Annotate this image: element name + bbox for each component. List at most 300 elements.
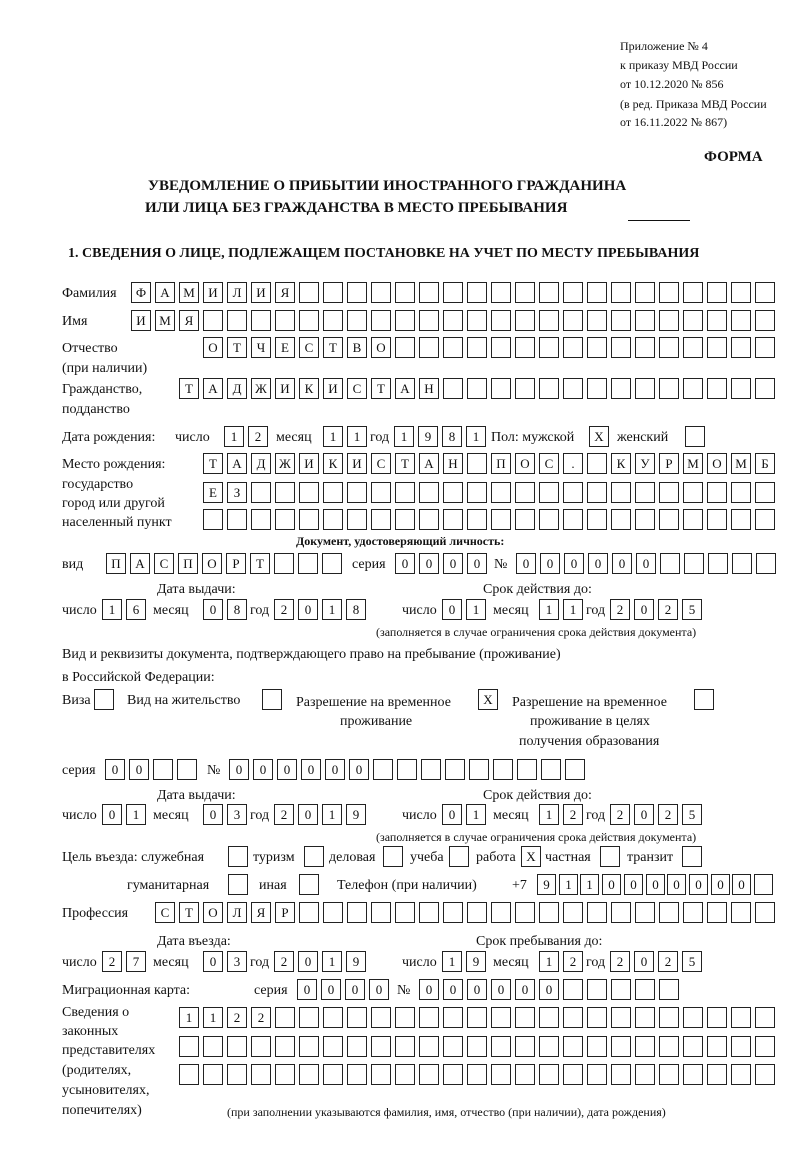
checkbox[interactable]: X: [521, 846, 541, 867]
char-cell[interactable]: 1: [442, 951, 462, 972]
char-cell[interactable]: [323, 1007, 343, 1028]
char-cell[interactable]: [611, 1064, 631, 1085]
char-cell[interactable]: Т: [179, 902, 199, 923]
char-cell[interactable]: А: [419, 453, 439, 474]
char-cell[interactable]: [611, 1007, 631, 1028]
checkbox[interactable]: X: [478, 689, 498, 710]
char-cell[interactable]: [153, 759, 173, 780]
char-cell[interactable]: 0: [369, 979, 389, 1000]
char-cell[interactable]: [755, 378, 775, 399]
char-cell[interactable]: 1: [102, 599, 122, 620]
char-cell[interactable]: 1: [322, 804, 342, 825]
char-cell[interactable]: [395, 310, 415, 331]
char-cell[interactable]: [587, 1064, 607, 1085]
char-cell[interactable]: К: [611, 453, 631, 474]
char-cell[interactable]: [587, 509, 607, 530]
char-cell[interactable]: [563, 1064, 583, 1085]
char-cell[interactable]: М: [731, 453, 751, 474]
char-cell[interactable]: [203, 509, 223, 530]
char-cell[interactable]: Я: [179, 310, 199, 331]
char-cell[interactable]: 3: [227, 804, 247, 825]
char-cell[interactable]: [395, 1007, 415, 1028]
char-cell[interactable]: [467, 902, 487, 923]
char-cell[interactable]: [515, 509, 535, 530]
char-cell[interactable]: [251, 509, 271, 530]
char-cell[interactable]: [708, 553, 728, 574]
char-cell[interactable]: 9: [537, 874, 556, 895]
char-cell[interactable]: [515, 282, 535, 303]
char-cell[interactable]: [491, 1036, 511, 1057]
char-cell[interactable]: [467, 482, 487, 503]
char-cell[interactable]: [635, 1036, 655, 1057]
char-cell[interactable]: [660, 553, 680, 574]
char-cell[interactable]: [347, 902, 367, 923]
char-cell[interactable]: [563, 1007, 583, 1028]
char-cell[interactable]: [707, 482, 727, 503]
char-cell[interactable]: .: [563, 453, 583, 474]
char-cell[interactable]: 1: [203, 1007, 223, 1028]
char-cell[interactable]: А: [130, 553, 150, 574]
char-cell[interactable]: 7: [126, 951, 146, 972]
char-cell[interactable]: [467, 310, 487, 331]
char-cell[interactable]: [419, 482, 439, 503]
char-cell[interactable]: Ч: [251, 337, 271, 358]
char-cell[interactable]: [587, 378, 607, 399]
char-cell[interactable]: [443, 1064, 463, 1085]
char-cell[interactable]: [373, 759, 393, 780]
char-cell[interactable]: [731, 902, 751, 923]
char-cell[interactable]: [179, 1036, 199, 1057]
char-cell[interactable]: 0: [419, 553, 439, 574]
char-cell[interactable]: [635, 482, 655, 503]
char-cell[interactable]: [275, 310, 295, 331]
char-cell[interactable]: [635, 282, 655, 303]
char-cell[interactable]: [563, 482, 583, 503]
char-cell[interactable]: И: [251, 282, 271, 303]
char-cell[interactable]: [684, 553, 704, 574]
char-cell[interactable]: [203, 1036, 223, 1057]
char-cell[interactable]: [731, 1007, 751, 1028]
char-cell[interactable]: Н: [443, 453, 463, 474]
char-cell[interactable]: [443, 902, 463, 923]
char-cell[interactable]: [731, 310, 751, 331]
char-cell[interactable]: А: [155, 282, 175, 303]
char-cell[interactable]: 0: [325, 759, 345, 780]
char-cell[interactable]: [635, 310, 655, 331]
char-cell[interactable]: [274, 553, 294, 574]
char-cell[interactable]: [443, 282, 463, 303]
char-cell[interactable]: 9: [346, 804, 366, 825]
char-cell[interactable]: [491, 1007, 511, 1028]
char-cell[interactable]: [467, 1036, 487, 1057]
char-cell[interactable]: 0: [634, 599, 654, 620]
char-cell[interactable]: 2: [610, 951, 630, 972]
char-cell[interactable]: [587, 453, 607, 474]
char-cell[interactable]: 1: [539, 804, 559, 825]
char-cell[interactable]: 2: [102, 951, 122, 972]
char-cell[interactable]: [443, 1007, 463, 1028]
char-cell[interactable]: [395, 902, 415, 923]
checkbox[interactable]: [694, 689, 714, 710]
char-cell[interactable]: [563, 337, 583, 358]
char-cell[interactable]: [467, 1007, 487, 1028]
char-cell[interactable]: Ф: [131, 282, 151, 303]
char-cell[interactable]: [467, 337, 487, 358]
char-cell[interactable]: [755, 509, 775, 530]
checkbox[interactable]: [600, 846, 620, 867]
char-cell[interactable]: У: [635, 453, 655, 474]
char-cell[interactable]: [515, 482, 535, 503]
char-cell[interactable]: [659, 1007, 679, 1028]
char-cell[interactable]: [611, 310, 631, 331]
char-cell[interactable]: [347, 1036, 367, 1057]
char-cell[interactable]: К: [323, 453, 343, 474]
char-cell[interactable]: [177, 759, 197, 780]
char-cell[interactable]: [731, 509, 751, 530]
char-cell[interactable]: [227, 310, 247, 331]
char-cell[interactable]: [611, 1036, 631, 1057]
char-cell[interactable]: 0: [540, 553, 560, 574]
char-cell[interactable]: Б: [755, 453, 775, 474]
char-cell[interactable]: [371, 1007, 391, 1028]
char-cell[interactable]: [683, 902, 703, 923]
char-cell[interactable]: [491, 1064, 511, 1085]
char-cell[interactable]: [298, 553, 318, 574]
char-cell[interactable]: [493, 759, 513, 780]
char-cell[interactable]: Т: [323, 337, 343, 358]
char-cell[interactable]: [467, 1064, 487, 1085]
char-cell[interactable]: [443, 509, 463, 530]
char-cell[interactable]: 0: [253, 759, 273, 780]
char-cell[interactable]: [371, 310, 391, 331]
char-cell[interactable]: [323, 1064, 343, 1085]
char-cell[interactable]: П: [106, 553, 126, 574]
char-cell[interactable]: Т: [203, 453, 223, 474]
char-cell[interactable]: [539, 282, 559, 303]
char-cell[interactable]: [539, 509, 559, 530]
char-cell[interactable]: [299, 902, 319, 923]
char-cell[interactable]: [443, 310, 463, 331]
char-cell[interactable]: [397, 759, 417, 780]
char-cell[interactable]: 8: [227, 599, 247, 620]
char-cell[interactable]: 0: [129, 759, 149, 780]
char-cell[interactable]: 2: [658, 951, 678, 972]
char-cell[interactable]: Д: [251, 453, 271, 474]
char-cell[interactable]: [635, 509, 655, 530]
char-cell[interactable]: 6: [126, 599, 146, 620]
char-cell[interactable]: [659, 310, 679, 331]
char-cell[interactable]: [323, 482, 343, 503]
char-cell[interactable]: [323, 282, 343, 303]
char-cell[interactable]: [756, 553, 776, 574]
char-cell[interactable]: 1: [539, 951, 559, 972]
char-cell[interactable]: [515, 337, 535, 358]
char-cell[interactable]: [732, 553, 752, 574]
char-cell[interactable]: О: [515, 453, 535, 474]
char-cell[interactable]: [683, 337, 703, 358]
char-cell[interactable]: [539, 378, 559, 399]
char-cell[interactable]: [491, 378, 511, 399]
checkbox[interactable]: [449, 846, 469, 867]
char-cell[interactable]: [755, 902, 775, 923]
char-cell[interactable]: [731, 378, 751, 399]
char-cell[interactable]: Е: [275, 337, 295, 358]
char-cell[interactable]: [539, 337, 559, 358]
char-cell[interactable]: [443, 378, 463, 399]
char-cell[interactable]: 1: [224, 426, 244, 447]
char-cell[interactable]: [754, 874, 773, 895]
char-cell[interactable]: [251, 1036, 271, 1057]
char-cell[interactable]: [611, 979, 631, 1000]
char-cell[interactable]: 5: [682, 599, 702, 620]
char-cell[interactable]: 1: [466, 426, 486, 447]
char-cell[interactable]: 0: [467, 553, 487, 574]
char-cell[interactable]: [539, 1064, 559, 1085]
char-cell[interactable]: А: [227, 453, 247, 474]
char-cell[interactable]: [707, 282, 727, 303]
char-cell[interactable]: Ж: [251, 378, 271, 399]
char-cell[interactable]: [587, 482, 607, 503]
char-cell[interactable]: [587, 1036, 607, 1057]
char-cell[interactable]: [731, 1036, 751, 1057]
char-cell[interactable]: [635, 902, 655, 923]
char-cell[interactable]: М: [683, 453, 703, 474]
checkbox[interactable]: [383, 846, 403, 867]
char-cell[interactable]: 0: [105, 759, 125, 780]
char-cell[interactable]: [251, 310, 271, 331]
char-cell[interactable]: 0: [636, 553, 656, 574]
char-cell[interactable]: [707, 1007, 727, 1028]
char-cell[interactable]: 0: [443, 553, 463, 574]
char-cell[interactable]: [707, 337, 727, 358]
char-cell[interactable]: [251, 482, 271, 503]
char-cell[interactable]: [683, 378, 703, 399]
char-cell[interactable]: [659, 337, 679, 358]
char-cell[interactable]: 0: [442, 599, 462, 620]
char-cell[interactable]: [541, 759, 561, 780]
char-cell[interactable]: [563, 282, 583, 303]
char-cell[interactable]: [299, 310, 319, 331]
char-cell[interactable]: [731, 282, 751, 303]
char-cell[interactable]: 0: [301, 759, 321, 780]
char-cell[interactable]: [395, 482, 415, 503]
char-cell[interactable]: [635, 378, 655, 399]
char-cell[interactable]: [635, 337, 655, 358]
char-cell[interactable]: [419, 282, 439, 303]
char-cell[interactable]: 1: [126, 804, 146, 825]
char-cell[interactable]: [517, 759, 537, 780]
char-cell[interactable]: П: [491, 453, 511, 474]
char-cell[interactable]: [347, 282, 367, 303]
char-cell[interactable]: [563, 509, 583, 530]
char-cell[interactable]: Т: [395, 453, 415, 474]
char-cell[interactable]: И: [203, 282, 223, 303]
char-cell[interactable]: [565, 759, 585, 780]
char-cell[interactable]: Т: [250, 553, 270, 574]
char-cell[interactable]: 0: [624, 874, 643, 895]
char-cell[interactable]: 9: [466, 951, 486, 972]
char-cell[interactable]: 1: [539, 599, 559, 620]
char-cell[interactable]: Е: [203, 482, 223, 503]
char-cell[interactable]: [371, 902, 391, 923]
char-cell[interactable]: [371, 1064, 391, 1085]
char-cell[interactable]: 1: [322, 951, 342, 972]
char-cell[interactable]: [659, 1064, 679, 1085]
char-cell[interactable]: 5: [682, 951, 702, 972]
checkbox[interactable]: [228, 846, 248, 867]
char-cell[interactable]: Л: [227, 282, 247, 303]
char-cell[interactable]: [467, 453, 487, 474]
char-cell[interactable]: [419, 509, 439, 530]
char-cell[interactable]: И: [347, 453, 367, 474]
char-cell[interactable]: Я: [275, 282, 295, 303]
char-cell[interactable]: [347, 310, 367, 331]
char-cell[interactable]: [395, 282, 415, 303]
checkbox[interactable]: X: [589, 426, 609, 447]
char-cell[interactable]: [659, 378, 679, 399]
char-cell[interactable]: [371, 282, 391, 303]
char-cell[interactable]: 2: [274, 599, 294, 620]
char-cell[interactable]: [539, 482, 559, 503]
char-cell[interactable]: 1: [322, 599, 342, 620]
char-cell[interactable]: 0: [203, 804, 223, 825]
char-cell[interactable]: [707, 902, 727, 923]
char-cell[interactable]: [203, 310, 223, 331]
char-cell[interactable]: [659, 482, 679, 503]
char-cell[interactable]: [587, 1007, 607, 1028]
checkbox[interactable]: [682, 846, 702, 867]
char-cell[interactable]: [659, 1036, 679, 1057]
char-cell[interactable]: [683, 1036, 703, 1057]
char-cell[interactable]: [731, 337, 751, 358]
char-cell[interactable]: 2: [227, 1007, 247, 1028]
char-cell[interactable]: А: [395, 378, 415, 399]
char-cell[interactable]: [515, 378, 535, 399]
char-cell[interactable]: [443, 1036, 463, 1057]
char-cell[interactable]: 2: [274, 951, 294, 972]
char-cell[interactable]: 9: [346, 951, 366, 972]
char-cell[interactable]: [659, 902, 679, 923]
char-cell[interactable]: [515, 310, 535, 331]
char-cell[interactable]: [755, 337, 775, 358]
char-cell[interactable]: 0: [515, 979, 535, 1000]
char-cell[interactable]: [683, 482, 703, 503]
char-cell[interactable]: Т: [179, 378, 199, 399]
char-cell[interactable]: [419, 902, 439, 923]
char-cell[interactable]: [683, 1064, 703, 1085]
char-cell[interactable]: [371, 509, 391, 530]
char-cell[interactable]: [445, 759, 465, 780]
char-cell[interactable]: [755, 282, 775, 303]
char-cell[interactable]: А: [203, 378, 223, 399]
char-cell[interactable]: 0: [634, 951, 654, 972]
checkbox[interactable]: [685, 426, 705, 447]
char-cell[interactable]: 2: [658, 599, 678, 620]
char-cell[interactable]: 1: [323, 426, 343, 447]
char-cell[interactable]: 0: [491, 979, 511, 1000]
char-cell[interactable]: 0: [516, 553, 536, 574]
char-cell[interactable]: [683, 310, 703, 331]
char-cell[interactable]: [395, 1064, 415, 1085]
char-cell[interactable]: 0: [298, 804, 318, 825]
char-cell[interactable]: 0: [646, 874, 665, 895]
char-cell[interactable]: [587, 902, 607, 923]
char-cell[interactable]: [443, 337, 463, 358]
char-cell[interactable]: [587, 337, 607, 358]
checkbox[interactable]: [304, 846, 324, 867]
char-cell[interactable]: И: [131, 310, 151, 331]
char-cell[interactable]: [683, 1007, 703, 1028]
char-cell[interactable]: [323, 1036, 343, 1057]
checkbox[interactable]: [299, 874, 319, 895]
char-cell[interactable]: 0: [711, 874, 730, 895]
char-cell[interactable]: [515, 1064, 535, 1085]
char-cell[interactable]: [707, 310, 727, 331]
char-cell[interactable]: [467, 282, 487, 303]
char-cell[interactable]: 0: [321, 979, 341, 1000]
char-cell[interactable]: 0: [345, 979, 365, 1000]
char-cell[interactable]: [275, 1064, 295, 1085]
char-cell[interactable]: [731, 482, 751, 503]
char-cell[interactable]: [515, 1036, 535, 1057]
char-cell[interactable]: 0: [467, 979, 487, 1000]
char-cell[interactable]: Р: [275, 902, 295, 923]
char-cell[interactable]: З: [227, 482, 247, 503]
char-cell[interactable]: 3: [227, 951, 247, 972]
char-cell[interactable]: 0: [102, 804, 122, 825]
char-cell[interactable]: О: [707, 453, 727, 474]
checkbox[interactable]: [94, 689, 114, 710]
char-cell[interactable]: [611, 482, 631, 503]
char-cell[interactable]: [635, 1007, 655, 1028]
char-cell[interactable]: [659, 509, 679, 530]
char-cell[interactable]: [755, 1007, 775, 1028]
char-cell[interactable]: 2: [658, 804, 678, 825]
char-cell[interactable]: К: [299, 378, 319, 399]
char-cell[interactable]: 0: [442, 804, 462, 825]
char-cell[interactable]: [611, 509, 631, 530]
char-cell[interactable]: [275, 482, 295, 503]
char-cell[interactable]: [395, 509, 415, 530]
char-cell[interactable]: [491, 337, 511, 358]
char-cell[interactable]: [611, 282, 631, 303]
char-cell[interactable]: 0: [667, 874, 686, 895]
char-cell[interactable]: [491, 509, 511, 530]
char-cell[interactable]: 2: [610, 804, 630, 825]
char-cell[interactable]: 1: [466, 599, 486, 620]
char-cell[interactable]: В: [347, 337, 367, 358]
char-cell[interactable]: [539, 310, 559, 331]
char-cell[interactable]: [299, 482, 319, 503]
char-cell[interactable]: [395, 337, 415, 358]
char-cell[interactable]: И: [299, 453, 319, 474]
char-cell[interactable]: [347, 482, 367, 503]
char-cell[interactable]: Т: [227, 337, 247, 358]
char-cell[interactable]: [347, 1064, 367, 1085]
char-cell[interactable]: [659, 282, 679, 303]
char-cell[interactable]: [419, 1036, 439, 1057]
char-cell[interactable]: 2: [610, 599, 630, 620]
char-cell[interactable]: [299, 1007, 319, 1028]
char-cell[interactable]: [347, 1007, 367, 1028]
char-cell[interactable]: [611, 902, 631, 923]
char-cell[interactable]: [227, 509, 247, 530]
char-cell[interactable]: [707, 378, 727, 399]
checkbox[interactable]: [228, 874, 248, 895]
char-cell[interactable]: [275, 1036, 295, 1057]
place-of-stay-blank[interactable]: [628, 220, 690, 221]
char-cell[interactable]: 8: [346, 599, 366, 620]
